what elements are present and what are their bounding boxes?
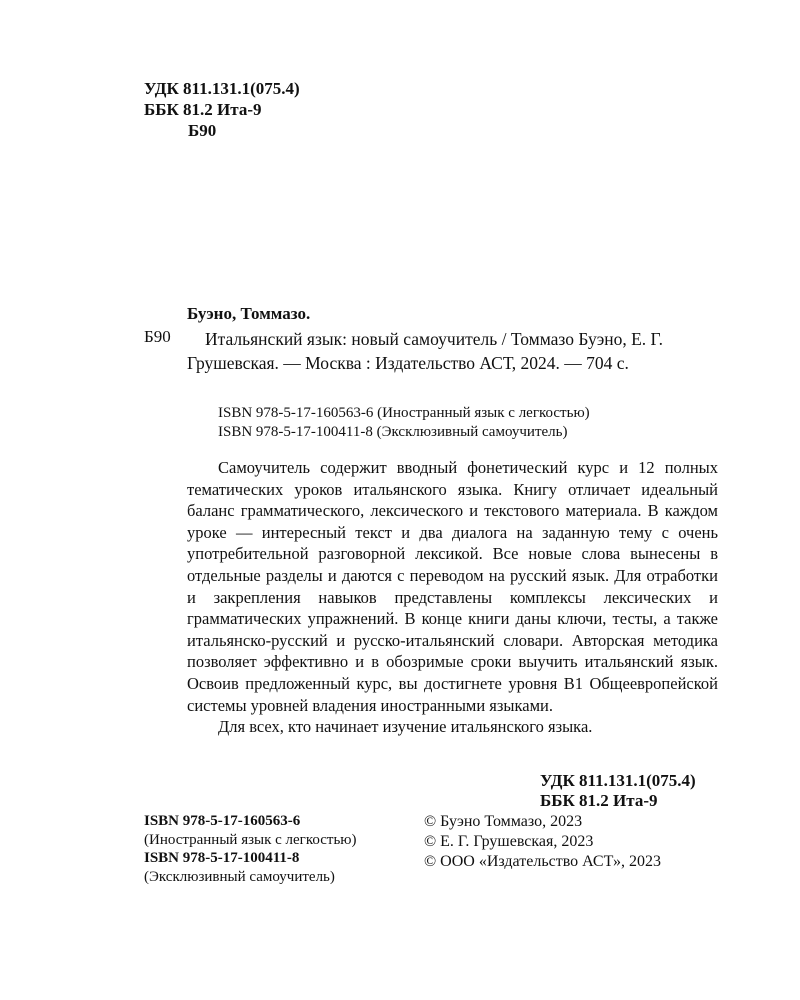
audience-note: Для всех, кто начинает изучение итальянского языка. xyxy=(218,717,593,737)
abstract-paragraph: Самоучитель содержит вводный фонетический курс и 12 полных тематических уроков итальянского языка. Книгу отличает идеальный баланс грамматического, лексического и текстового материала. В каждом уроке — интересный текст и два диалога на заданную тему с очень употребительной разговорной лексикой. Все новые слова вынесены в отдельные разделы и даются с переводом на русский язык. Для отработки и закрепления навыков представлены комплексы лексических и грамматических упражнений. В конце книги даны ключи, тесты, а также итальянско-русский и русско-итальянский словари. Авторская методика позволяет эффективно и в обозримые сроки выучить итальянский язык. Освоив предложенный курс, вы достигнете уровня В1 Общеевропейской системы уровней владения иностранными языками. xyxy=(187,458,718,715)
isbn-series: (Иностранный язык с легкостью) xyxy=(144,831,357,848)
record-author-mark: Б90 xyxy=(144,327,171,346)
top-classification xyxy=(144,78,300,141)
bottom-isbn xyxy=(144,812,357,886)
bbk-code: ББК 81.2 Ита-9 xyxy=(144,100,262,119)
bibliographic-description xyxy=(187,327,717,375)
author-heading: Буэно, Томмазо. xyxy=(187,304,311,323)
copyright-line: © ООО «Издательство АСТ», 2023 xyxy=(424,853,661,870)
isbn-series: (Эксклюзивный самоучитель) xyxy=(144,868,335,885)
isbn-number: ISBN 978-5-17-160563-6 xyxy=(144,813,301,829)
isbn-number: ISBN 978-5-17-100411-8 xyxy=(144,850,300,866)
bottom-classification xyxy=(540,771,696,811)
isbn-line: ISBN 978-5-17-160563-6 (Иностранный язык с легкостью) xyxy=(218,405,590,421)
author-mark: Б90 xyxy=(188,121,217,140)
udk-code-bottom: УДК 811.131.1(075.4) xyxy=(540,771,696,790)
description-text: Итальянский язык: новый самоучитель / Томмазо Буэно, Е. Г. Грушевская. — Москва : Издательство АСТ, 2024. — 704 с. xyxy=(187,329,664,373)
copyright-block xyxy=(424,812,661,872)
copyright-line: © Буэно Томмазо, 2023 xyxy=(424,813,583,830)
copyright-line: © Е. Г. Грушевская, 2023 xyxy=(424,833,594,850)
udk-code: УДК 811.131.1(075.4) xyxy=(144,79,300,98)
isbn-list xyxy=(218,404,590,442)
abstract xyxy=(187,457,718,738)
isbn-line: ISBN 978-5-17-100411-8 (Эксклюзивный самоучитель) xyxy=(218,424,568,440)
bbk-code-bottom: ББК 81.2 Ита-9 xyxy=(540,791,658,810)
